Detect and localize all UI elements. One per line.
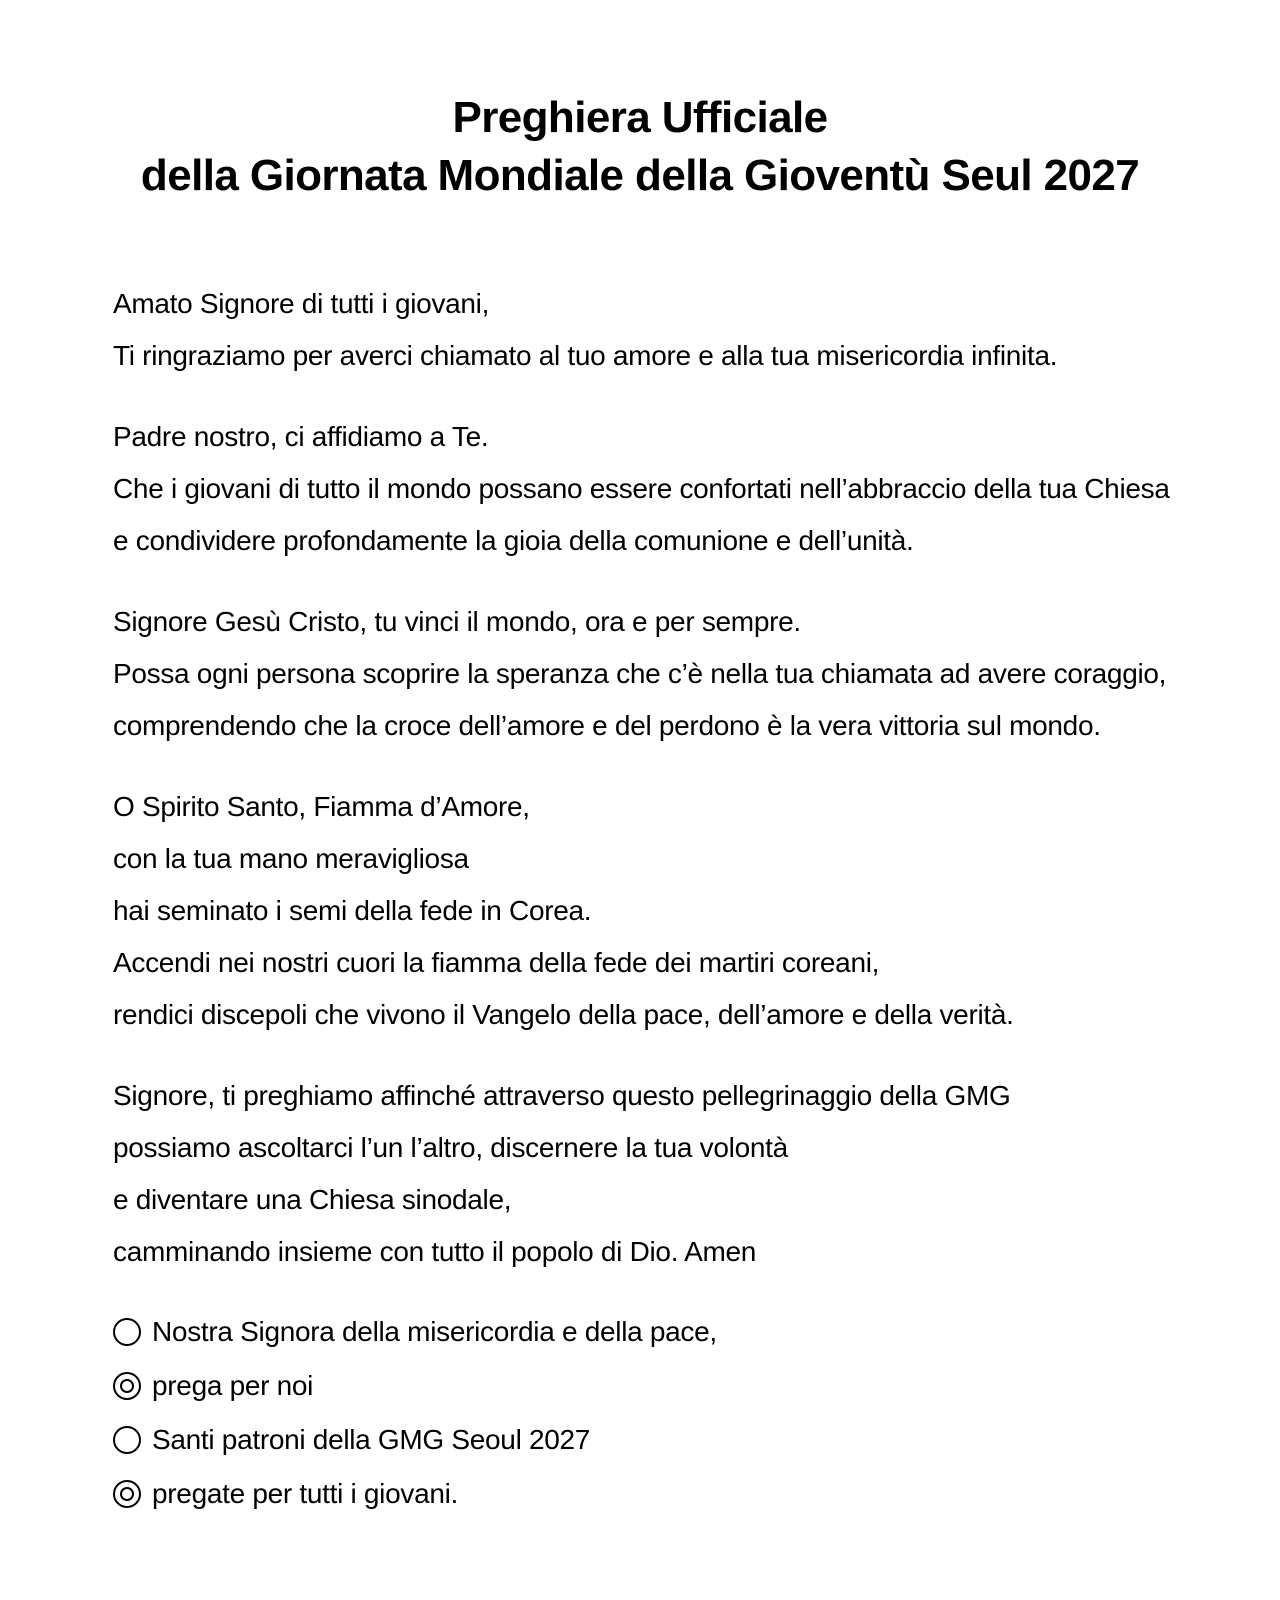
page-title <box>0 89 1280 205</box>
litany-row <box>113 1359 1240 1413</box>
prayer-line: hai seminato i semi della fede in Corea. <box>113 895 592 926</box>
prayer-line: con la tua mano meravigliosa <box>113 843 469 874</box>
prayer-line: Che i giovani di tutto il mondo possano essere confortati nell’abbraccio della tua Chiesa <box>113 473 1170 504</box>
litany-text: prega per noi <box>152 1370 314 1401</box>
prayer-line: Signore Gesù Cristo, tu vinci il mondo, ora e per sempre. <box>113 606 801 637</box>
prayer-line: camminando insieme con tutto il popolo di Dio. Amen <box>113 1236 757 1267</box>
prayer-line: Possa ogni persona scoprire la speranza che c’è nella tua chiamata ad avere coraggio, <box>113 658 1167 689</box>
prayer-line: rendici discepoli che vivono il Vangelo della pace, dell’amore e della verità. <box>113 999 1014 1030</box>
litany-row <box>113 1305 1240 1359</box>
prayer-stanza-2 <box>113 411 1240 567</box>
prayer-line: Amato Signore di tutti i giovani, <box>113 288 490 319</box>
prayer-line: e condividere profondamente la gioia della comunione e dell’unità. <box>113 525 914 556</box>
litany <box>113 1305 1240 1521</box>
empty-circle-icon <box>113 1426 141 1454</box>
empty-circle-icon <box>113 1318 141 1346</box>
prayer-line: Ti ringraziamo per averci chiamato al tuo amore e alla tua misericordia infinita. <box>113 340 1058 371</box>
litany-row <box>113 1467 1240 1521</box>
prayer-line: Padre nostro, ci affidiamo a Te. <box>113 421 489 452</box>
title-line-2: della Giornata Mondiale della Gioventù Seul 2027 <box>140 151 1140 200</box>
double-circle-icon <box>113 1372 141 1400</box>
prayer-stanza-1 <box>113 278 1240 382</box>
double-circle-icon <box>113 1480 141 1508</box>
prayer-line: O Spirito Santo, Fiamma d’Amore, <box>113 791 530 822</box>
title-line-1: Preghiera Ufficiale <box>452 93 828 142</box>
litany-text: pregate per tutti i giovani. <box>152 1478 459 1509</box>
prayer-line: Accendi nei nostri cuori la fiamma della fede dei martiri coreani, <box>113 947 880 978</box>
prayer-stanza-4 <box>113 781 1240 1041</box>
prayer-body <box>113 278 1240 1521</box>
prayer-line: Signore, ti preghiamo affinché attraverso questo pellegrinaggio della GMG <box>113 1080 1011 1111</box>
prayer-stanza-3 <box>113 596 1240 752</box>
litany-row <box>113 1413 1240 1467</box>
prayer-line: e diventare una Chiesa sinodale, <box>113 1184 512 1215</box>
prayer-line: comprendendo che la croce dell’amore e del perdono è la vera vittoria sul mondo. <box>113 710 1101 741</box>
prayer-stanza-5 <box>113 1070 1240 1278</box>
litany-text: Santi patroni della GMG Seoul 2027 <box>152 1424 591 1455</box>
litany-text: Nostra Signora della misericordia e della pace, <box>152 1316 717 1347</box>
prayer-line: possiamo ascoltarci l’un l’altro, discernere la tua volontà <box>113 1132 788 1163</box>
